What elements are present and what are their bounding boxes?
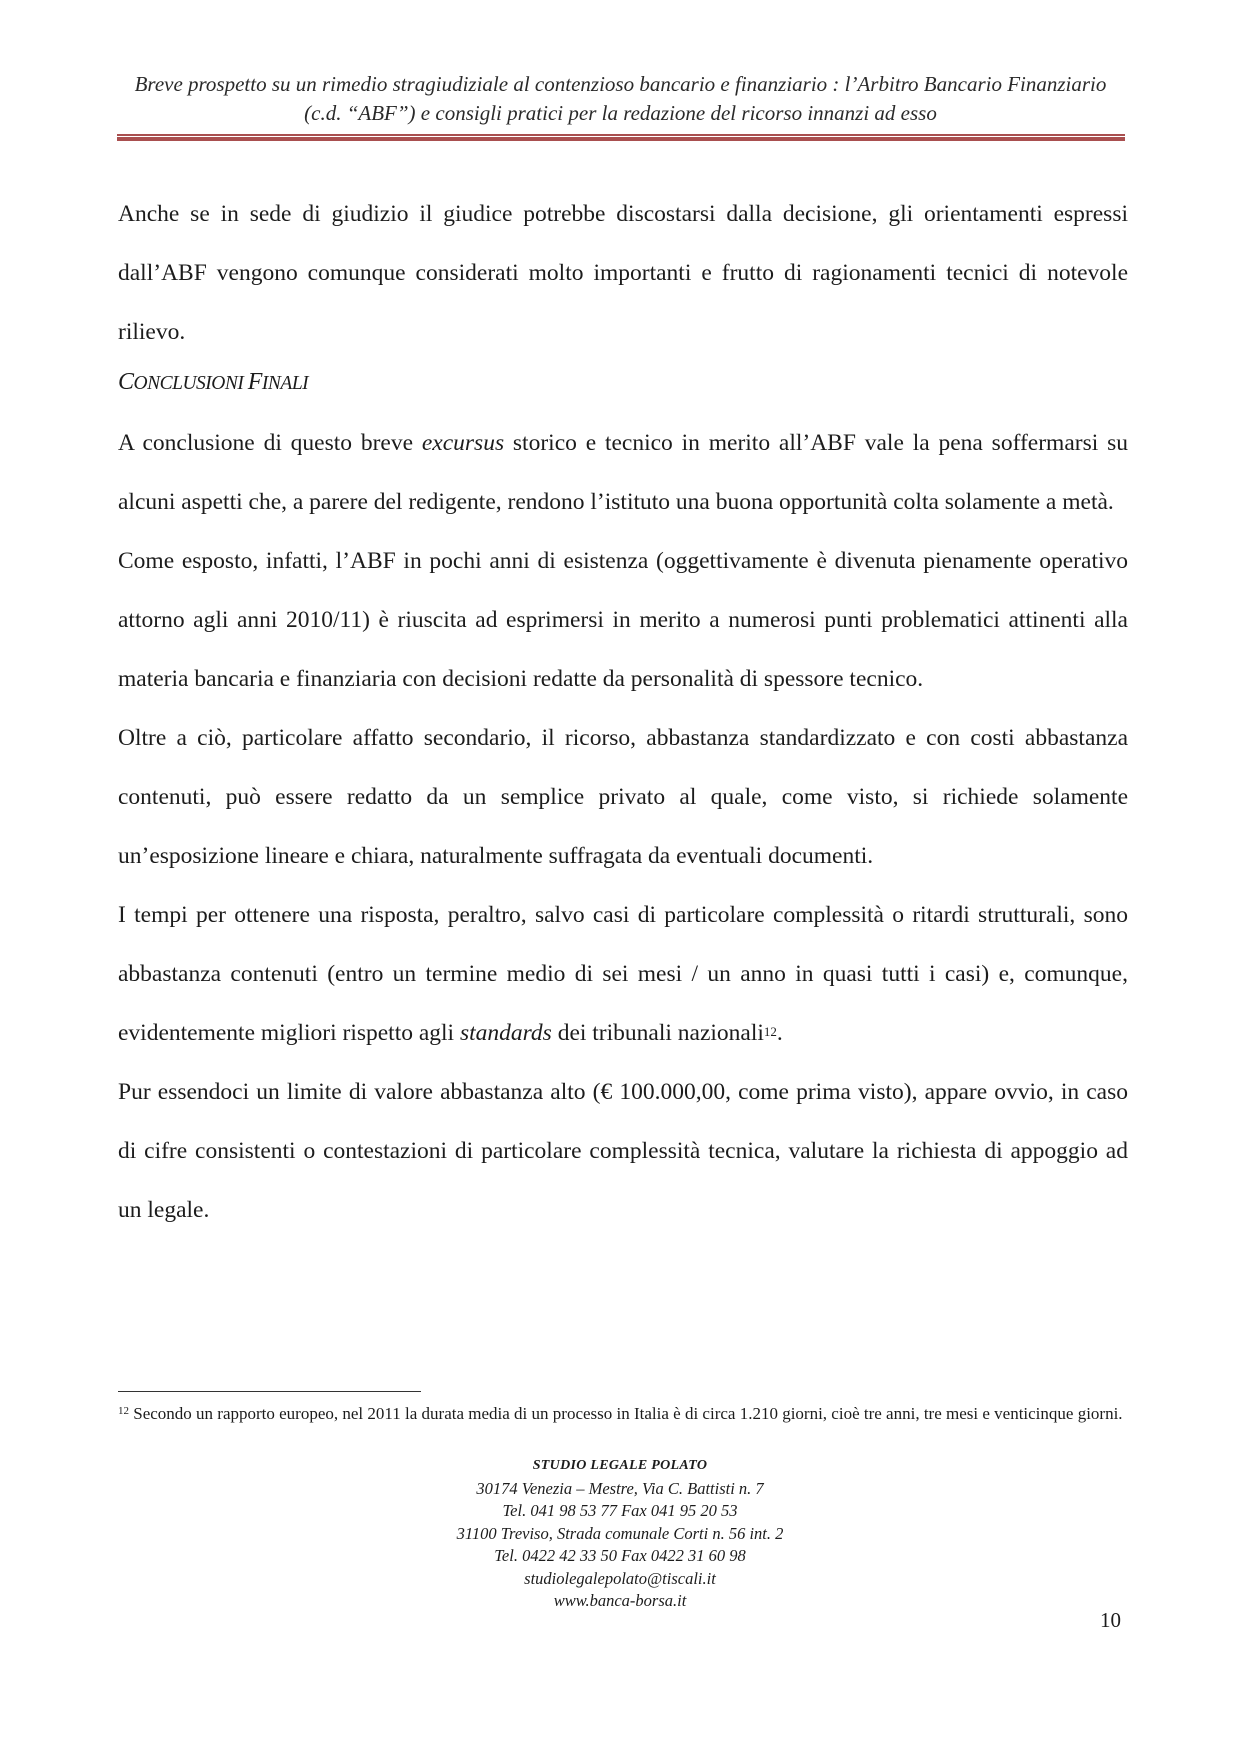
paragraph-6: Pur essendoci un limite di valore abbastanza alto (€ 100.000,00, come prima visto), appare ovvio, in caso di cifre consistenti o contestazioni di particolare complessità tecnica, valutare la richiesta di appoggio ad un legale. (118, 1079, 1128, 1223)
paragraph-5-text-b: dei tribunali nazionali (551, 1020, 764, 1046)
footer-phone-1: Tel. 041 98 53 77 Fax 041 95 20 53 (502, 1501, 738, 1520)
footnote-separator (118, 1391, 421, 1392)
page-number: 10 (1100, 1608, 1121, 1632)
emphasis-standards: standards (459, 1020, 552, 1046)
body-text (118, 185, 1128, 1240)
heading-word-2: INALI (261, 373, 309, 394)
emphasis-excursus: excursus (421, 430, 505, 456)
header-rule-thin (117, 134, 1125, 136)
footer-phone-2: Tel. 0422 42 33 50 Fax 0422 31 60 98 (494, 1546, 746, 1565)
footer-address-1: 30174 Venezia – Mestre, Via C. Battisti n. 7 (476, 1478, 764, 1498)
firm-name: STUDIO LEGALE POLATO (532, 1458, 708, 1473)
paragraph-1: Anche se in sede di giudizio il giudice potrebbe discostarsi dalla decisione, gli orientamenti espressi dall’ABF vengono comunque considerati molto importanti e frutto di ragionamenti tecnici di notevole rilievo. (118, 201, 1128, 345)
paragraph-3: Come esposto, infatti, l’ABF in pochi anni di esistenza (oggettivamente è divenuta pienamente operativo attorno agli anni 2010/11) è riuscita ad esprimersi in merito a numerosi punti problematici attinenti alla materia bancaria e finanziaria con decisioni redatte da personalità di spessore tecnico. (118, 548, 1128, 692)
footnote-number: 12 (118, 1405, 129, 1417)
footer-address-2: 31100 Treviso, Strada comunale Corti n. 56 int. 2 (456, 1523, 784, 1543)
paragraph-2-text-b: storico e tecnico in merito all’ABF vale la pena soffermarsi su alcuni aspetti che, a parere del redigente, rendono l’istituto una buona opportunità colta solamente a metà. (118, 430, 1128, 515)
header-rule-thick (117, 137, 1125, 141)
paragraph-5-text-a: I tempi per ottenere una risposta, peraltro, salvo casi di particolare complessità o ritardi strutturali, sono abbastanza contenuti (entro un termine medio di sei mesi / un anno in quasi tutti i casi) e, comunque, evidentemente migliori rispetto agli (118, 902, 1128, 1046)
heading-initial-f: F (247, 369, 262, 395)
footer-email[interactable]: studiolegalepolato@tiscali.it (524, 1568, 716, 1588)
section-heading (118, 362, 1128, 414)
footnote-text: Secondo un rapporto europeo, nel 2011 la durata media di un processo in Italia è di circa 1.210 giorni, cioè tre anni, tre mesi e venticinque giorni. (129, 1404, 1123, 1423)
header-line-2: (c.d. “ABF”) e consigli pratici per la redazione del ricorso innanzi ad esso (304, 101, 937, 125)
footer-website[interactable]: www.banca-borsa.it (553, 1591, 687, 1610)
footnote (118, 1401, 1128, 1427)
paragraph-2 (118, 414, 1128, 532)
paragraph-5 (118, 886, 1128, 1063)
header-rule (117, 134, 1125, 141)
heading-initial-c: C (118, 369, 134, 395)
running-header (110, 70, 1131, 128)
paragraph-4: Oltre a ciò, particolare affatto secondario, il ricorso, abbastanza standardizzato e con costi abbastanza contenuti, può essere redatto da un semplice privato al quale, come visto, si richiede solamente un’esposizione lineare e chiara, naturalmente suffragata da eventuali documenti. (118, 725, 1128, 869)
paragraph-5-end: . (776, 1020, 783, 1046)
heading-word-1: ONCLUSIONI (133, 373, 248, 394)
paragraph-2-text-a: A conclusione di questo breve (118, 430, 422, 456)
footnote-ref[interactable]: 12 (763, 1024, 777, 1039)
letterhead-footer (370, 1455, 870, 1613)
header-line-1: Breve prospetto su un rimedio stragiudiziale al contenzioso bancario e finanziario : l’Arbitro Bancario Finanziario (134, 72, 1107, 96)
